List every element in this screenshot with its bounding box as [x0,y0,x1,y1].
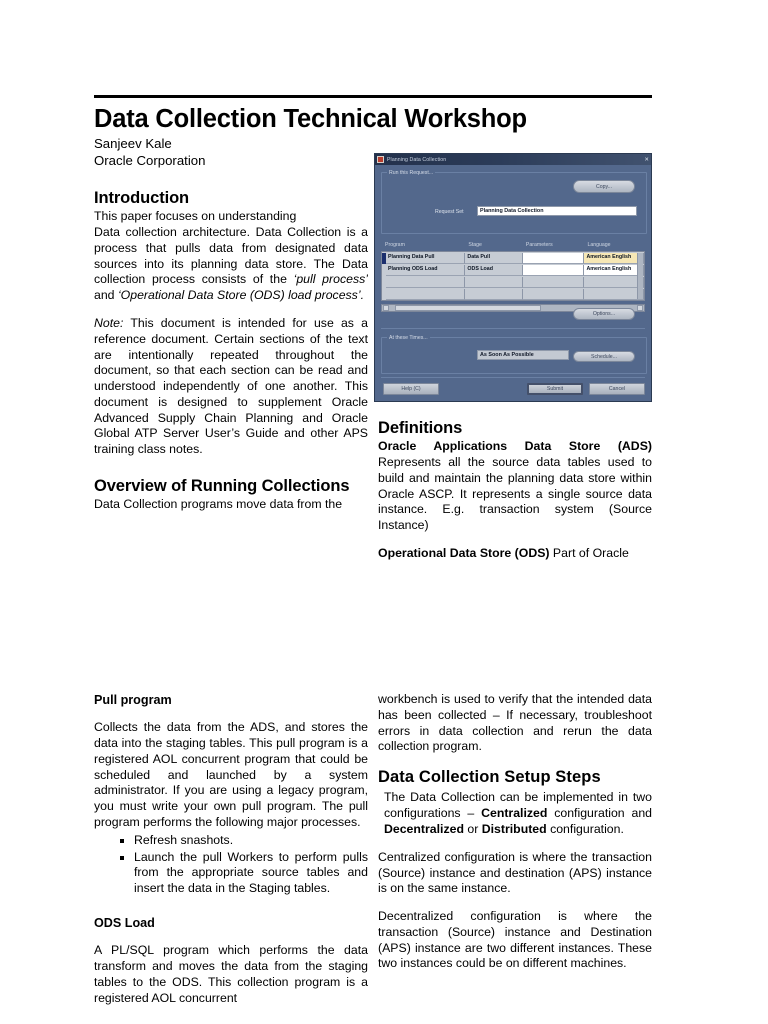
definition-term-ads: Oracle Applications Data Store (ADS) [378,439,652,454]
schedule-button[interactable]: Schedule... [573,351,635,362]
intro-quote-ods: ‘Operational Data Store (ODS) load process’. [117,288,364,303]
section-heading-introduction: Introduction [94,189,190,207]
scroll-right-icon[interactable] [637,305,643,311]
left-column-upper [94,188,368,562]
centralized-config-paragraph: Centralized configuration is where the transaction (Source) instance and destination (APS) instance is on the same instance. [378,849,652,896]
grid-col-parameters: Parameters [525,242,553,248]
definition-body-ods: Part of Oracle [549,545,629,560]
scroll-left-icon[interactable] [383,305,389,311]
cell-parameters[interactable] [523,277,585,288]
author-affiliation: Oracle Corporation [94,152,206,168]
window-body [375,165,651,401]
section-heading-setup-steps: Data Collection Setup Steps [378,768,601,787]
cell-stage: Data Pull [465,253,523,264]
at-these-times-label: At these Times... [389,335,428,341]
window-title-text: Planning Data Collection [387,156,447,163]
cell-parameters[interactable] [523,289,585,300]
table-row[interactable] [382,289,644,300]
cell-program: Planning ODS Load [386,265,465,276]
cell-program [386,289,465,300]
overview-paragraph-1: Data Collection programs move data from the [94,497,343,512]
setup-configurations-paragraph [378,790,652,837]
workbench-paragraph: workbench is used to verify that the intended data has been collected – If necessary, troubleshoot errors in data collection and rerun the data collection program. [378,692,652,754]
setup-term-centralized: Centralized [481,806,548,821]
request-set-label: Request Set [435,209,464,215]
left-column-lower [94,692,368,1024]
grid-col-program: Program [385,242,405,248]
setup-text-g: configuration. [546,821,624,836]
intro-paragraph-1 [94,209,368,304]
section-heading-definitions: Definitions [378,419,463,437]
table-row[interactable] [382,253,644,264]
oracle-request-set-window [374,153,652,402]
close-icon[interactable]: ✕ [644,156,649,163]
ods-load-paragraph: A PL/SQL program which performs the data transform and moves the data from the staging tables to the ODS. This collection program is a registered AOL concurrent [94,943,368,1005]
cell-language[interactable] [584,277,644,288]
setup-term-distributed: Distributed [481,821,547,836]
help-button[interactable]: Help (C) [383,383,439,395]
cell-parameters[interactable] [523,265,585,276]
definition-ads [378,439,652,534]
note-body: This document is intended for use as a reference document. Certain sections of the text are intentionally repeated throughout the document, so that each section can be read and understood independently of one another. This document is designed to supplement Oracle Advanced Supply Chain Planning and Oracle Global ATP Server User’s Guide and other APS training class notes. [94,315,368,457]
decentralized-config-paragraph: Decentralized configuration is where the transaction (Source) instance and Destination (APS) instance are two different instances. These two instances could be on different machines. [378,909,652,971]
intro-note-paragraph [94,316,368,458]
definition-body-ads: Represents all the source data tables used to build and maintain the planning data store within Oracle ASCP. It represents a single source data instance. E.g. transaction system (Source Instance) [378,454,652,533]
table-row[interactable] [382,277,644,288]
oracle-app-icon [377,156,384,163]
grid-header-row [382,242,644,252]
section-heading-overview: Overview of Running Collections [94,477,350,496]
subsection-heading-pull-program: Pull program [94,693,172,707]
section-divider [381,377,645,378]
grid-col-stage: Stage [468,242,482,248]
cell-language[interactable]: American English [584,253,644,264]
cell-stage: ODS Load [465,265,523,276]
cell-program [386,277,465,288]
setup-term-decentralized: Decentralized [384,821,464,836]
definition-ods [378,546,652,562]
window-titlebar [375,154,651,165]
grid-vertical-scrollbar[interactable] [637,253,643,299]
byline [94,136,364,169]
right-column-upper [378,418,652,562]
definition-term-ods: Operational Data Store (ODS) [378,545,550,560]
submit-button[interactable]: Submit [527,383,583,395]
cancel-button[interactable]: Cancel [589,383,645,395]
setup-text-c: configuration and [547,806,652,821]
subsection-heading-ods-load: ODS Load [94,915,155,930]
request-programs-grid[interactable] [381,242,645,301]
intro-conjunction: and [94,288,118,303]
setup-text-a: The Data Collection can be implemented in two configurations – [384,790,652,821]
section-divider [381,328,645,329]
setup-text-e: or [463,821,482,836]
note-label: Note: [94,315,124,330]
cell-stage [465,277,523,288]
cell-program: Planning Data Pull [386,253,465,264]
list-item: Refresh snashots. [120,833,368,849]
grid-col-language: Language [587,242,611,248]
intro-line-2: Data collection architecture. Data Collection is a process that pulls data from designated data sources into its planning data store. The Data collection process consists of the [94,224,368,287]
schedule-input[interactable]: As Soon As Possible [477,350,569,360]
pull-program-bullet-list [94,833,368,897]
cell-language[interactable]: American English [584,265,644,276]
cell-language[interactable] [584,289,644,300]
intro-line-1: This paper focuses on understanding [94,209,297,224]
cell-stage [465,289,523,300]
page-title: Data Collection Technical Workshop [94,105,527,133]
copy-button[interactable]: Copy... [573,180,635,193]
right-column-lower [378,692,652,1024]
pull-program-paragraph: Collects the data from the ADS, and stores the data into the staging tables. This pull program is a registered AOL concurrent program that could be scheduled and launched by a system administrator. If you are using a legacy program, you must write your own pull program. The pull program performs the following major processes. [94,720,368,829]
scrollbar-thumb[interactable] [395,305,541,311]
run-request-group-label: Run this Request... [389,170,434,176]
table-row[interactable] [382,265,644,276]
cell-parameters[interactable] [523,253,585,264]
author-name: Sanjeev Kale [94,136,172,151]
options-button[interactable]: Options... [573,308,635,320]
intro-quote-pull: ‘pull process’ [293,272,368,287]
list-item: Launch the pull Workers to perform pulls from the appropriate source tables and insert the data in the Staging tables. [120,850,368,897]
request-set-input[interactable]: Planning Data Collection [477,206,637,216]
header-rule [94,95,652,98]
